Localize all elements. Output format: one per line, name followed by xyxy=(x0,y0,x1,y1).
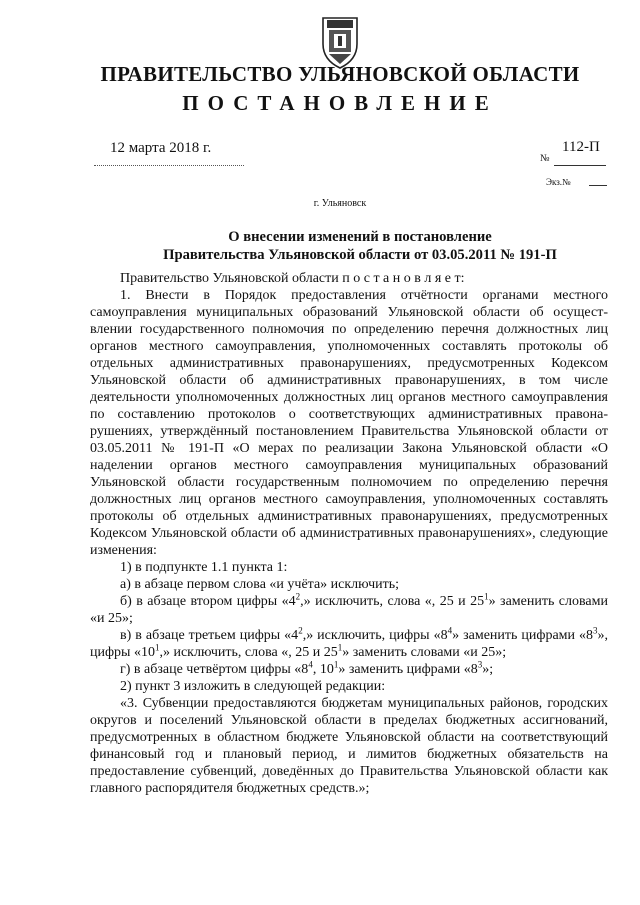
document-date: 12 марта 2018 г. xyxy=(110,140,212,156)
organization-name: ПРАВИТЕЛЬСТВО УЛЬЯНОВСКОЙ ОБЛАСТИ xyxy=(100,62,580,86)
preamble: Правительство Ульяновской области п о с т а н о в л я е т: xyxy=(120,271,465,286)
number-underline xyxy=(554,165,606,166)
paragraph-new-point-3: «3. Субвенции предоставляются бюджетам муниципальных районов, городских округов и поселений Ульяновской области в пределах бюджетных ассигнований, предусмотренных в областном бюджете Ульяновской области на соответствующий финансовый год и плановый период, и лимитов бюджетных обязательств на предоставление субвенций, доведённых до Правительства Ульяновской области как главного распорядителя бюджетных средств.»; xyxy=(90,696,608,796)
document-type: ПОСТАНОВЛЕНИЕ xyxy=(182,91,498,115)
date-underline xyxy=(94,165,244,166)
document-body xyxy=(90,270,608,797)
paragraph-subpoint-2: 2) пункт 3 изложить в следующей редакции: xyxy=(120,679,386,694)
title-line-1: О внесении изменений в постановление xyxy=(228,229,492,245)
paragraph-g: г) в абзаце четвёртом цифры «$8^4$, $10^1$» заменить цифрами «$8^3$»; xyxy=(120,659,494,677)
title-line-2: Правительства Ульяновской области от 03.05.2011 № 191-П xyxy=(163,247,557,263)
paragraph-v: в) в абзаце третьем цифры «$4^2$,» исключить, цифры «$8^4$» заменить цифрами «$8^3$», цифры «$10^1$,» исключить, слова «, 25 и $25^1$» заменить словами «и 25»; xyxy=(90,625,608,660)
copy-number-underline xyxy=(589,185,607,186)
copy-number-label: Экз.№ xyxy=(546,177,571,187)
paragraph-a: а) в абзаце первом слова «и учёта» исключить; xyxy=(120,577,400,592)
number-label: № xyxy=(540,153,550,164)
document-number: 112-П xyxy=(562,139,600,155)
city-name: г. Ульяновск xyxy=(313,198,367,209)
document-title xyxy=(0,228,640,264)
paragraph-1: 1. Внести в Порядок предоставления отчётности органами местного самоуправления муниципальных образований Ульяновской области об осуществлении государственного полномочия по определению перечня должностных лиц органов местного самоуправления, уполномоченных составлять протоколы об отдельных административных правонарушениях, предусмотренных Кодексом Ульяновской области об административных правонарушениях, в том числе деятельности уполномоченных должностных лиц органов местного самоуправления по составлению протоколов о соответствующих административных правонарушениях, утверждённый постановлением Правительства Ульяновской области от 03.05.2011 № 191-П «О мерах по реализации Закона Ульяновской области «О наделении органов местного самоуправления муниципальных образований Ульяновской области государственным полномочием по определению перечня должностных лиц органов местного самоуправления, уполномоченных составлять протоколы об отдельных административных правонарушениях, предусмотренных Кодексом Ульяновской области об административных правонарушениях», следующие изменения: xyxy=(90,288,608,558)
paragraph-subpoint-1: 1) в подпункте 1.1 пункта 1: xyxy=(120,560,288,575)
paragraph-b: б) в абзаце втором цифры «$4^2$,» исключить, слова «, 25 и $25^1$» заменить словами «и 25»; xyxy=(90,591,608,626)
